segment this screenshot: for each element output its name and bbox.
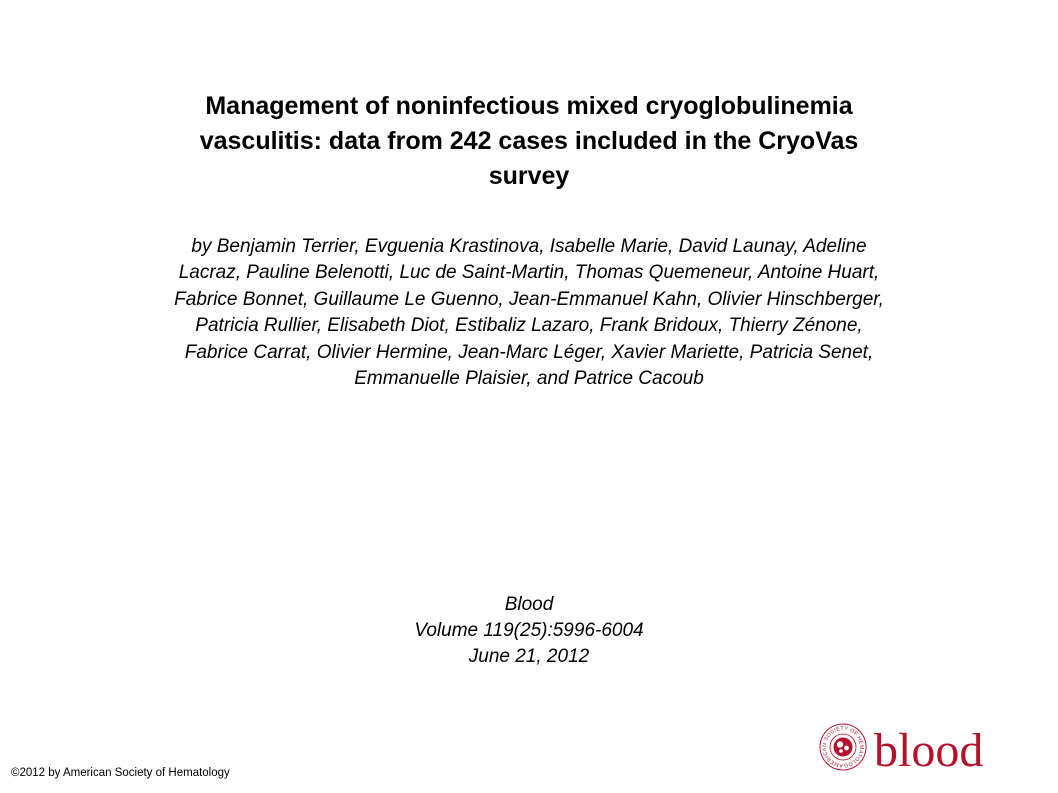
publication-date: June 21, 2012 [468, 646, 590, 667]
seal-lettering: AMERICAN SOCIETY OF HEMATOLOG [821, 725, 865, 769]
blood-journal-logo [812, 716, 1012, 782]
citation-block [229, 592, 829, 670]
author-line: Patricia Rullier, Elisabeth Diot, Estibaliz Lazaro, Frank Bridoux, Thierry Zénone, [195, 315, 863, 337]
copyright-notice: ©2012 by American Society of Hematology [11, 767, 230, 779]
volume-info: Volume 119(25):5996-6004 [414, 620, 644, 641]
title-line: vasculitis: data from 242 cases included in the CryoVas [199, 127, 859, 155]
author-line: Fabrice Bonnet, Guillaume Le Guenno, Jean-Emmanuel Kahn, Olivier Hinschberger, [174, 288, 884, 310]
blood-wordmark: blood [874, 724, 984, 777]
ash-seal-icon [812, 716, 866, 770]
author-line: Fabrice Carrat, Olivier Hermine, Jean-Marc Léger, Xavier Mariette, Patricia Senet, [184, 341, 874, 363]
blood-logo-svg [812, 716, 1012, 782]
author-list [40, 234, 1018, 392]
journal-name: Blood [504, 594, 554, 615]
title-line: Management of noninfectious mixed cryoglobulinemia [205, 92, 853, 120]
title-line: survey [488, 162, 570, 190]
article-title [60, 89, 998, 194]
author-line: Lacraz, Pauline Belenotti, Luc de Saint-Martin, Thomas Quemeneur, Antoine Huart, [178, 262, 880, 284]
author-line: by Benjamin Terrier, Evguenia Krastinova, Isabelle Marie, David Launay, Adeline [191, 236, 867, 257]
author-line: Emmanuelle Plaisier, and Patrice Cacoub [354, 368, 704, 390]
